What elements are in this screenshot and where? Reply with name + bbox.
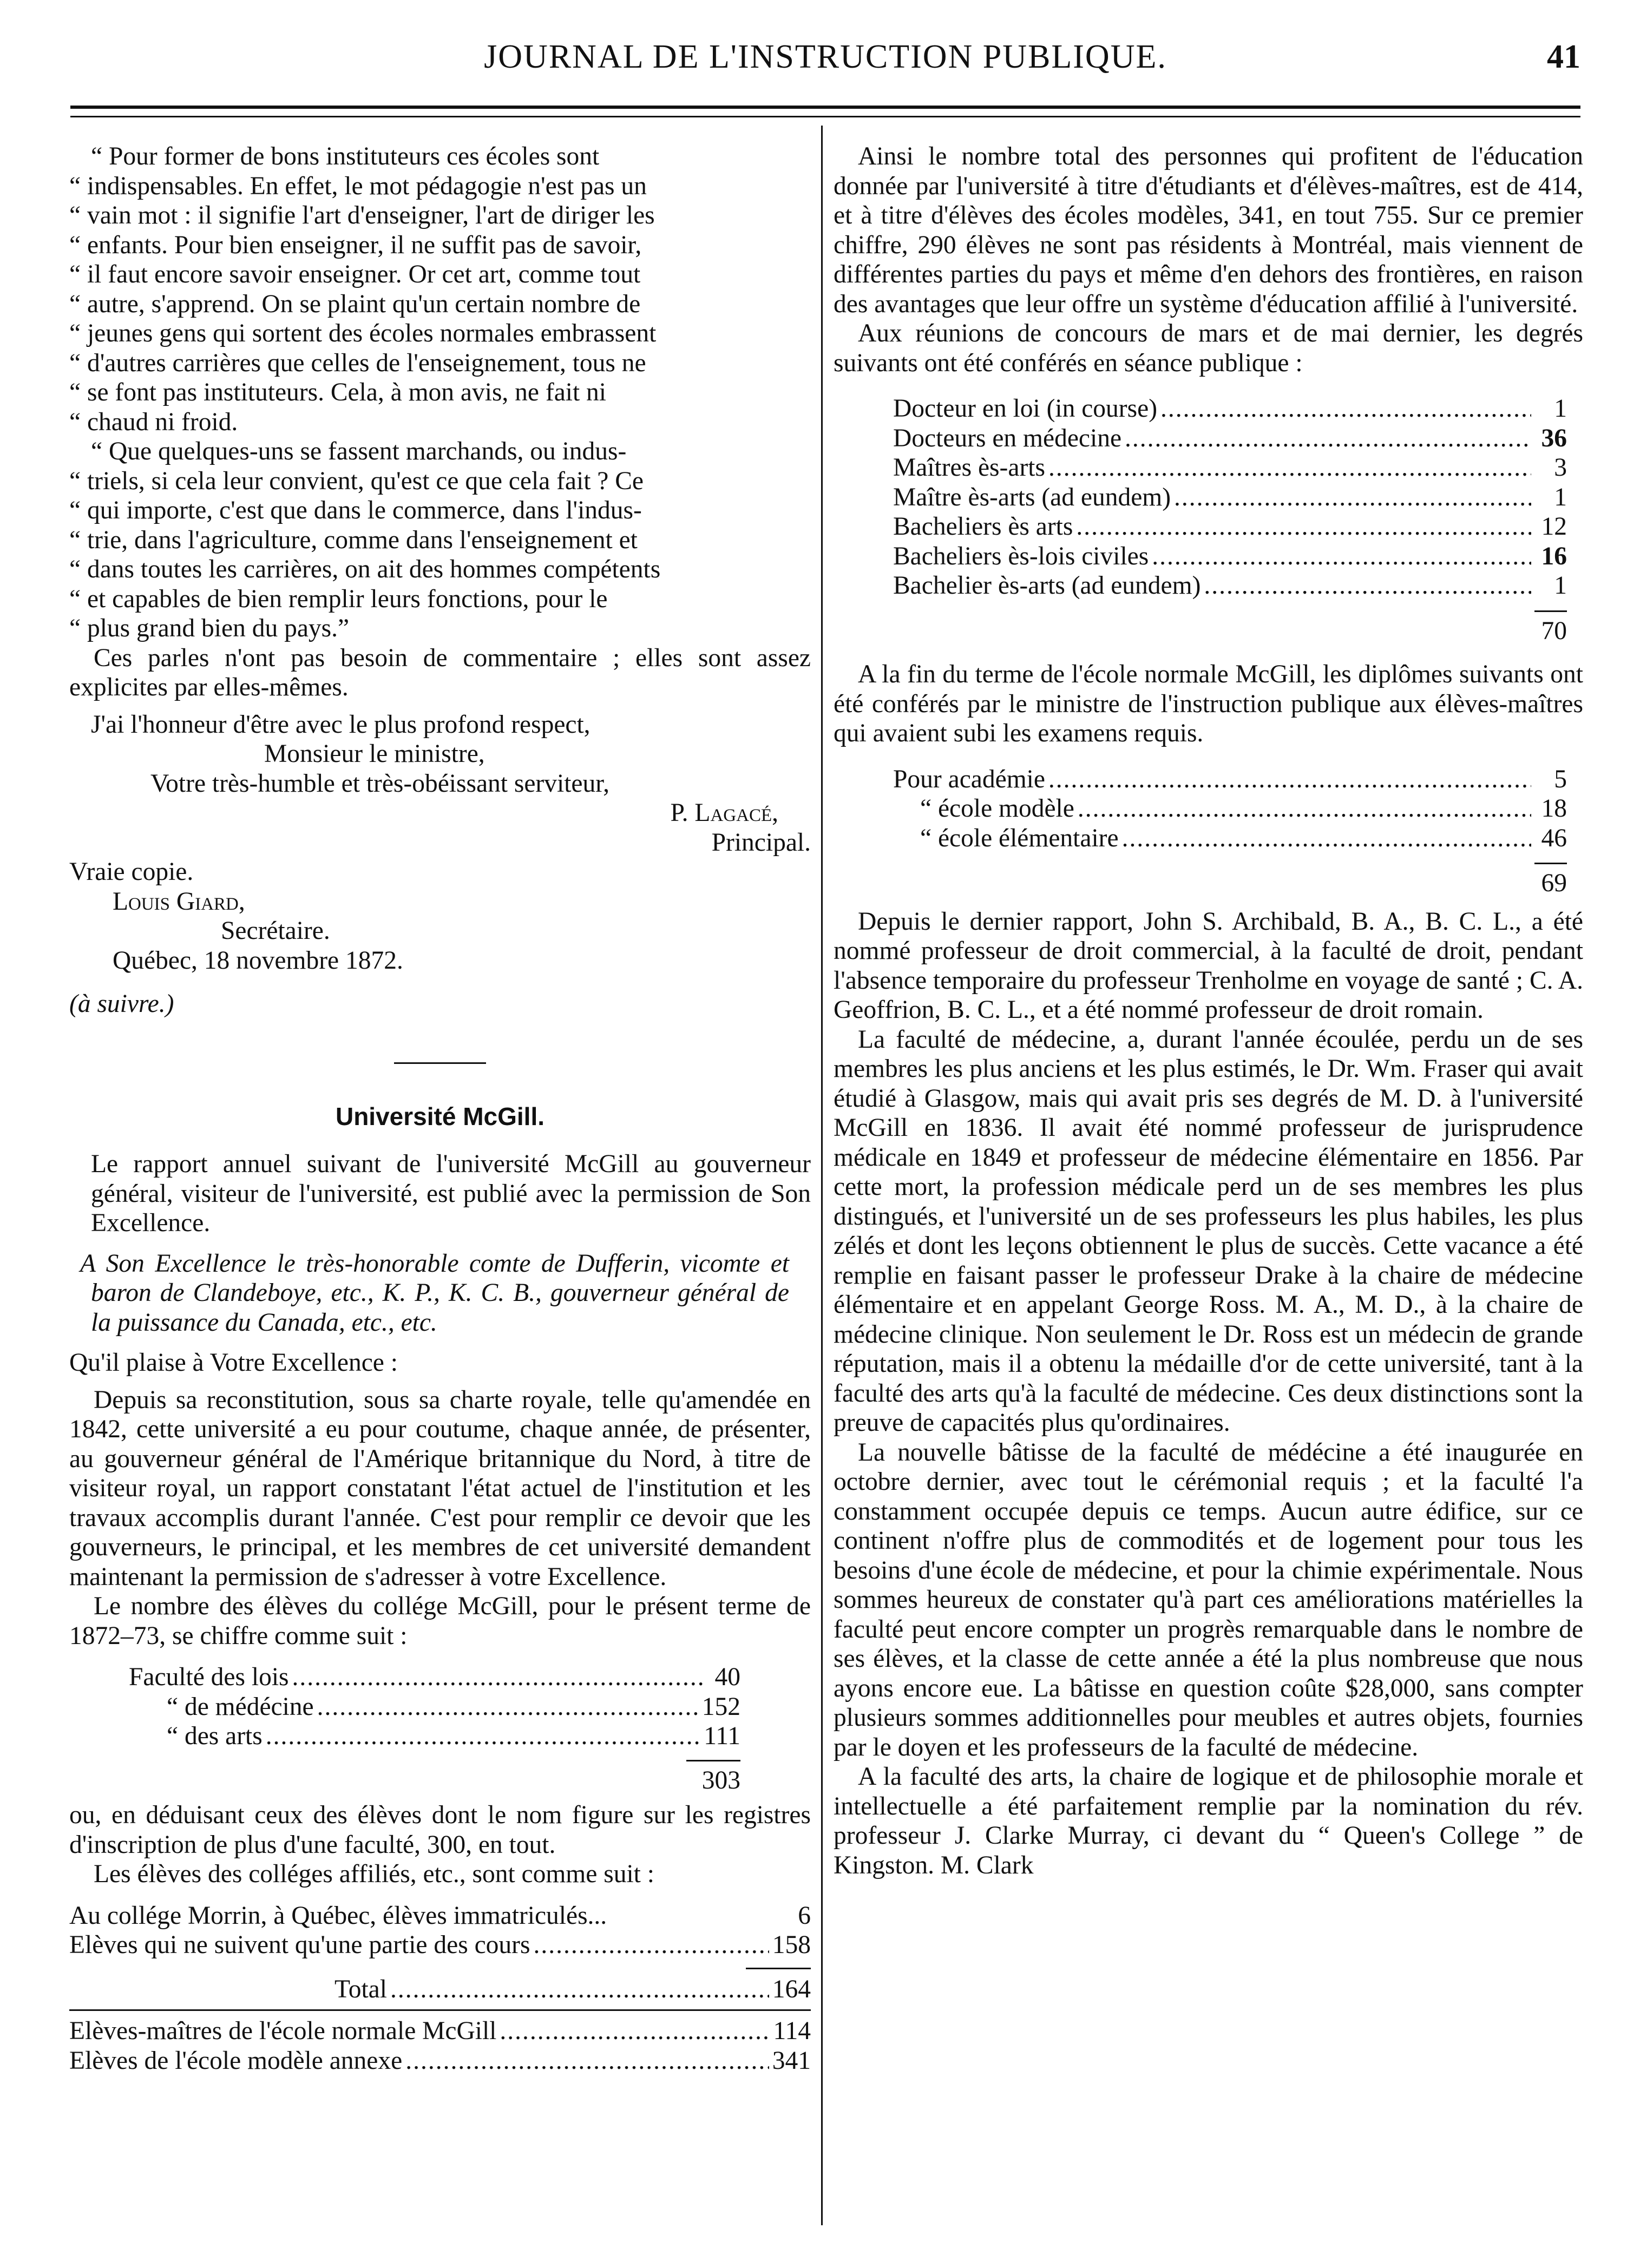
table-row (893, 571, 1567, 601)
body-paragraph: Ainsi le nombre total des personnes qui profitent de l'éducation donnée par l'université à titre d'étudiants et d'élèves-maîtres, est de 414, et à titre d'élèves des écoles modèles, 341, en tout 755. Sur ce premier chiffre, 290 élèves ne sont pas résidents à Montréal, mais viennent de différentes parties du pays et même d'en dehors des frontières, en raison des avantages que leur offre un système d'éducation affilié à l'université. (834, 142, 1583, 318)
row-label: Elèves de l'école modèle annexe (69, 2046, 403, 2075)
total-label: Total (334, 1975, 387, 2003)
row-label: Bacheliers ès-lois civiles (893, 542, 1149, 570)
table-row (893, 824, 1567, 853)
body-paragraph: Depuis le dernier rapport, John S. Archibald, B. A., B. C. L., a été nommé professeur de droit commercial, à la faculté de droit, pendant l'absence temporaire du professeur Trenholme en voyage de santé ; C. A. Geoffrion, B. C. L., et a été nommé professeur de droit romain. (834, 907, 1583, 1024)
row-value: 36 (1541, 424, 1567, 452)
comment-paragraph: Ces parles n'ont pas besoin de commentaire ; elles sont assez explicites par elles-mêmes. (69, 643, 811, 701)
column-divider (821, 126, 823, 2225)
header-rule-thick (70, 106, 1580, 109)
body-paragraph: A la fin du terme de l'école normale McGill, les diplômes suivants ont été conférés par le ministre de l'instruction publique aux élèves-maîtres qui avaient subi les examens requis. (834, 660, 1583, 747)
signature-title: Principal. (711, 828, 811, 857)
row-label: Elèves qui ne suivent qu'une partie des cours (69, 1931, 530, 1959)
copy-line: Vraie copie. (69, 858, 194, 886)
row-label: Faculté des lois (129, 1663, 289, 1691)
copy-title: Secrétaire. (221, 917, 330, 945)
row-value: 1 (1554, 571, 1567, 600)
table-row (893, 483, 1567, 512)
quote-line: “ enfants. Pour bien enseigner, il ne suffit pas de savoir, (69, 231, 642, 259)
right-column (834, 142, 1583, 1880)
row-label: Au collége Morrin, à Québec, élèves immatriculés... (69, 1901, 607, 1930)
table-row (69, 2046, 811, 2076)
signature-name: P. Lagacé, (670, 799, 778, 827)
row-value: 111 (704, 1722, 740, 1750)
row-label: Maître ès-arts (ad eundem) (893, 483, 1171, 511)
row-value: 40 (714, 1663, 740, 1691)
table-row (893, 765, 1567, 794)
total-row (69, 1975, 811, 2004)
row-label: Elèves-maîtres de l'école normale McGill (69, 2017, 497, 2045)
quote-line: “ se font pas instituteurs. Cela, à mon avis, ne fait ni (69, 378, 607, 406)
journal-title: JOURNAL DE L'INSTRUCTION PUBLIQUE. (484, 38, 1167, 75)
row-label: “ des arts (167, 1722, 263, 1750)
row-label: Maîtres ès-arts (893, 453, 1045, 482)
closing-line: Monsieur le ministre, (264, 740, 485, 768)
body-paragraph: A la faculté des arts, la chaire de logique et de philosophie morale et intellectuelle a été parfaitement remplie par la nomination du rév. professeur J. Clarke Murray, ci devant du “ Queen's College ” de Kingston. M. Clark (834, 1763, 1583, 1879)
body-paragraph: La nouvelle bâtisse de la faculté de médécine a été inaugurée en octobre dernier, avec tout le cérémonial requis ; et la faculté l'a constamment occupée depuis ce temps. Aucun autre édifice, sur ce continent n'offre plus de commodités et de logement pour tous les besoins d'une école de médecine, et pour la chimie expérimentale. Nous sommes heureux de constater qu'à part ces améliorations matérielles la faculté peut encore compter un progrès remarquable dans le nombre de ses élèves, et la classe de cette année a été la plus nombreuse que nous ayons encore eue. La bâtisse en question coûte $28,000, sans compter plusieurs sommes additionnelles pour meubles et autres objets, fournies par le doyen et les professeurs de la faculté de médecine. (834, 1438, 1583, 1761)
table-row (129, 1692, 740, 1722)
row-value: 6 (798, 1901, 811, 1930)
quote-line: “ d'autres carrières que celles de l'enseignement, tous ne (69, 349, 646, 377)
dedication: A Son Excellence le très-honorable comte de Dufferin, vicomte et baron de Clandeboye, etc., K. P., K. C. B., gouverneur général de la puissance du Canada, etc., etc. (80, 1249, 789, 1337)
row-label: “ école modèle (920, 794, 1074, 823)
quote-line: “ triels, si cela leur convient, qu'est ce que cela fait ? Ce (69, 466, 644, 495)
table-total: 70 (1541, 616, 1567, 645)
closing-line: J'ai l'honneur d'être avec le plus profond respect, (91, 710, 591, 739)
table-total: 69 (1541, 869, 1567, 897)
total-value: 164 (772, 1975, 811, 2003)
copy-name: Louis Giard, (113, 887, 245, 916)
page-number: 41 (1547, 38, 1580, 75)
row-value: 16 (1541, 542, 1567, 570)
section-separator (394, 1062, 486, 1064)
table-row (129, 1721, 740, 1751)
table-row (69, 2016, 811, 2046)
closing-block (69, 710, 811, 858)
section-title: Université McGill. (335, 1102, 545, 1130)
row-value: 152 (701, 1692, 740, 1721)
row-label: Bacheliers ès arts (893, 512, 1073, 541)
copy-block (69, 857, 811, 1019)
body-paragraph: ou, en déduisant ceux des élèves dont le nom figure sur les registres d'inscription de plus d'une faculté, 300, en tout. (69, 1801, 811, 1859)
quote-block-2 (69, 437, 811, 643)
left-column (69, 142, 811, 2075)
quote-line: “ chaud ni froid. (69, 407, 238, 436)
row-value: 114 (773, 2017, 811, 2045)
table-row (893, 794, 1567, 824)
row-value: 341 (772, 2046, 811, 2075)
row-label: Docteurs en médecine (893, 424, 1122, 452)
row-value: 1 (1554, 395, 1567, 423)
row-label: Bachelier ès-arts (ad eundem) (893, 571, 1201, 600)
row-value: 5 (1554, 765, 1567, 793)
quote-line: “ qui importe, c'est que dans le commerce, dans l'indus- (69, 496, 642, 524)
quote-line: “ Que quelques-uns se fassent marchands, ou indus- (91, 437, 627, 465)
body-paragraph: Le nombre des élèves du collége McGill, pour le présent terme de 1872–73, se chiffre comme suit : (69, 1592, 811, 1650)
table-row (129, 1662, 740, 1692)
table-row (893, 453, 1567, 483)
quote-line: “ et capables de bien remplir leurs fonctions, pour le (69, 584, 608, 613)
degrees-table (834, 394, 1583, 646)
quote-line: “ il faut encore savoir enseigner. Or cet art, comme tout (69, 260, 641, 288)
header-rule-thin (70, 116, 1580, 117)
quote-line: “ vain mot : il signifie l'art d'enseigner, l'art de diriger les (69, 201, 655, 229)
row-value: 1 (1554, 483, 1567, 511)
row-value: 46 (1541, 824, 1567, 852)
table-row (893, 512, 1567, 542)
table-row (69, 1901, 811, 1931)
table-row (893, 394, 1567, 424)
diplomas-table (834, 765, 1583, 898)
affiliated-table (69, 1901, 811, 2076)
copy-date: Québec, 18 novembre 1872. (113, 946, 403, 975)
faculty-table (69, 1662, 811, 1795)
row-value: 158 (772, 1931, 811, 1959)
body-paragraph: Aux réunions de concours de mars et de mai dernier, les degrés suivants ont été conférés en séance publique : (834, 319, 1583, 377)
table-row (893, 542, 1567, 571)
row-value: 3 (1554, 453, 1567, 482)
table-total: 303 (701, 1766, 740, 1794)
row-label: Pour académie (893, 765, 1045, 793)
running-header (70, 38, 1580, 97)
intro-paragraph: Le rapport annuel suivant de l'université McGill au gouverneur général, visiteur de l'université, est publié avec la permission de Son Excellence. (91, 1150, 811, 1237)
body-paragraph: Depuis sa reconstitution, sous sa charte royale, telle qu'amendée en 1842, cette université a eu pour coutume, chaque année, de présenter, au gouverneur général de l'Amérique britannique du Nord, à titre de visiteur royal, un rapport constatant l'état actuel de l'institution et les travaux accomplis durant l'année. C'est pour remplir ce devoir que les gouverneurs, le principal, et les membres de cet université demandent maintenant la permission de s'adresser à votre Excellence. (69, 1385, 811, 1591)
to-be-continued: (à suivre.) (69, 990, 174, 1018)
quote-block-1 (69, 142, 811, 437)
body-paragraph: La faculté de médecine, a, durant l'année écoulée, perdu un de ses membres les plus anciens et les plus estimés, le Dr. Wm. Fraser qui avait étudié à Glasgow, mais qui avait pris ses degrés de M. D. à l'université McGill en 1836. Il avait été nommé professeur de jurisprudence médicale en 1849 et professeur de médecine élémentaire en 1856. Par cette mort, la profession médicale perd un de ses membres les plus distingués, et l'université un de ses professeurs les plus habiles, les plus zélés et dont les leçons obtiennent le plus de succès. Cette vacance a été remplie en faisant passer le professeur Drake à la chaire de médecine élémentaire et en appelant George Ross. M. A., M. D., à la chaire de médecine clinique. Non seulement le Dr. Ross est un médecin de grande réputation, mais il a obtenu la médaille d'or de cette université, tant à la faculté des arts qu'à la faculté de médecine. Ces deux distinctions sont la preuve de capacités plus qu'ordinaires. (834, 1025, 1583, 1437)
row-label: “ école élémentaire (920, 824, 1119, 852)
row-label: Docteur en loi (in course) (893, 395, 1158, 423)
quote-line: “ autre, s'apprend. On se plaint qu'un certain nombre de (69, 290, 641, 318)
table-row (69, 1930, 811, 1960)
quote-line: “ trie, dans l'agriculture, comme dans l'enseignement et (69, 525, 638, 554)
row-label: “ de médécine (167, 1692, 314, 1721)
quote-line: “ plus grand bien du pays.” (69, 614, 350, 642)
quote-line: “ indispensables. En effet, le mot pédagogie n'est pas un (69, 172, 647, 200)
quote-line: “ Pour former de bons instituteurs ces écoles sont (91, 142, 600, 170)
table-row (893, 424, 1567, 453)
body-paragraph: Les élèves des colléges affiliés, etc., sont comme suit : (94, 1860, 654, 1888)
quote-line: “ dans toutes les carrières, on ait des hommes compétents (69, 555, 661, 583)
salutation: Qu'il plaise à Votre Excellence : (69, 1349, 398, 1377)
row-value: 12 (1541, 512, 1567, 541)
closing-line: Votre très-humble et très-obéissant serviteur, (150, 769, 610, 798)
quote-line: “ jeunes gens qui sortent des écoles normales embrassent (69, 319, 657, 347)
row-value: 18 (1541, 794, 1567, 823)
